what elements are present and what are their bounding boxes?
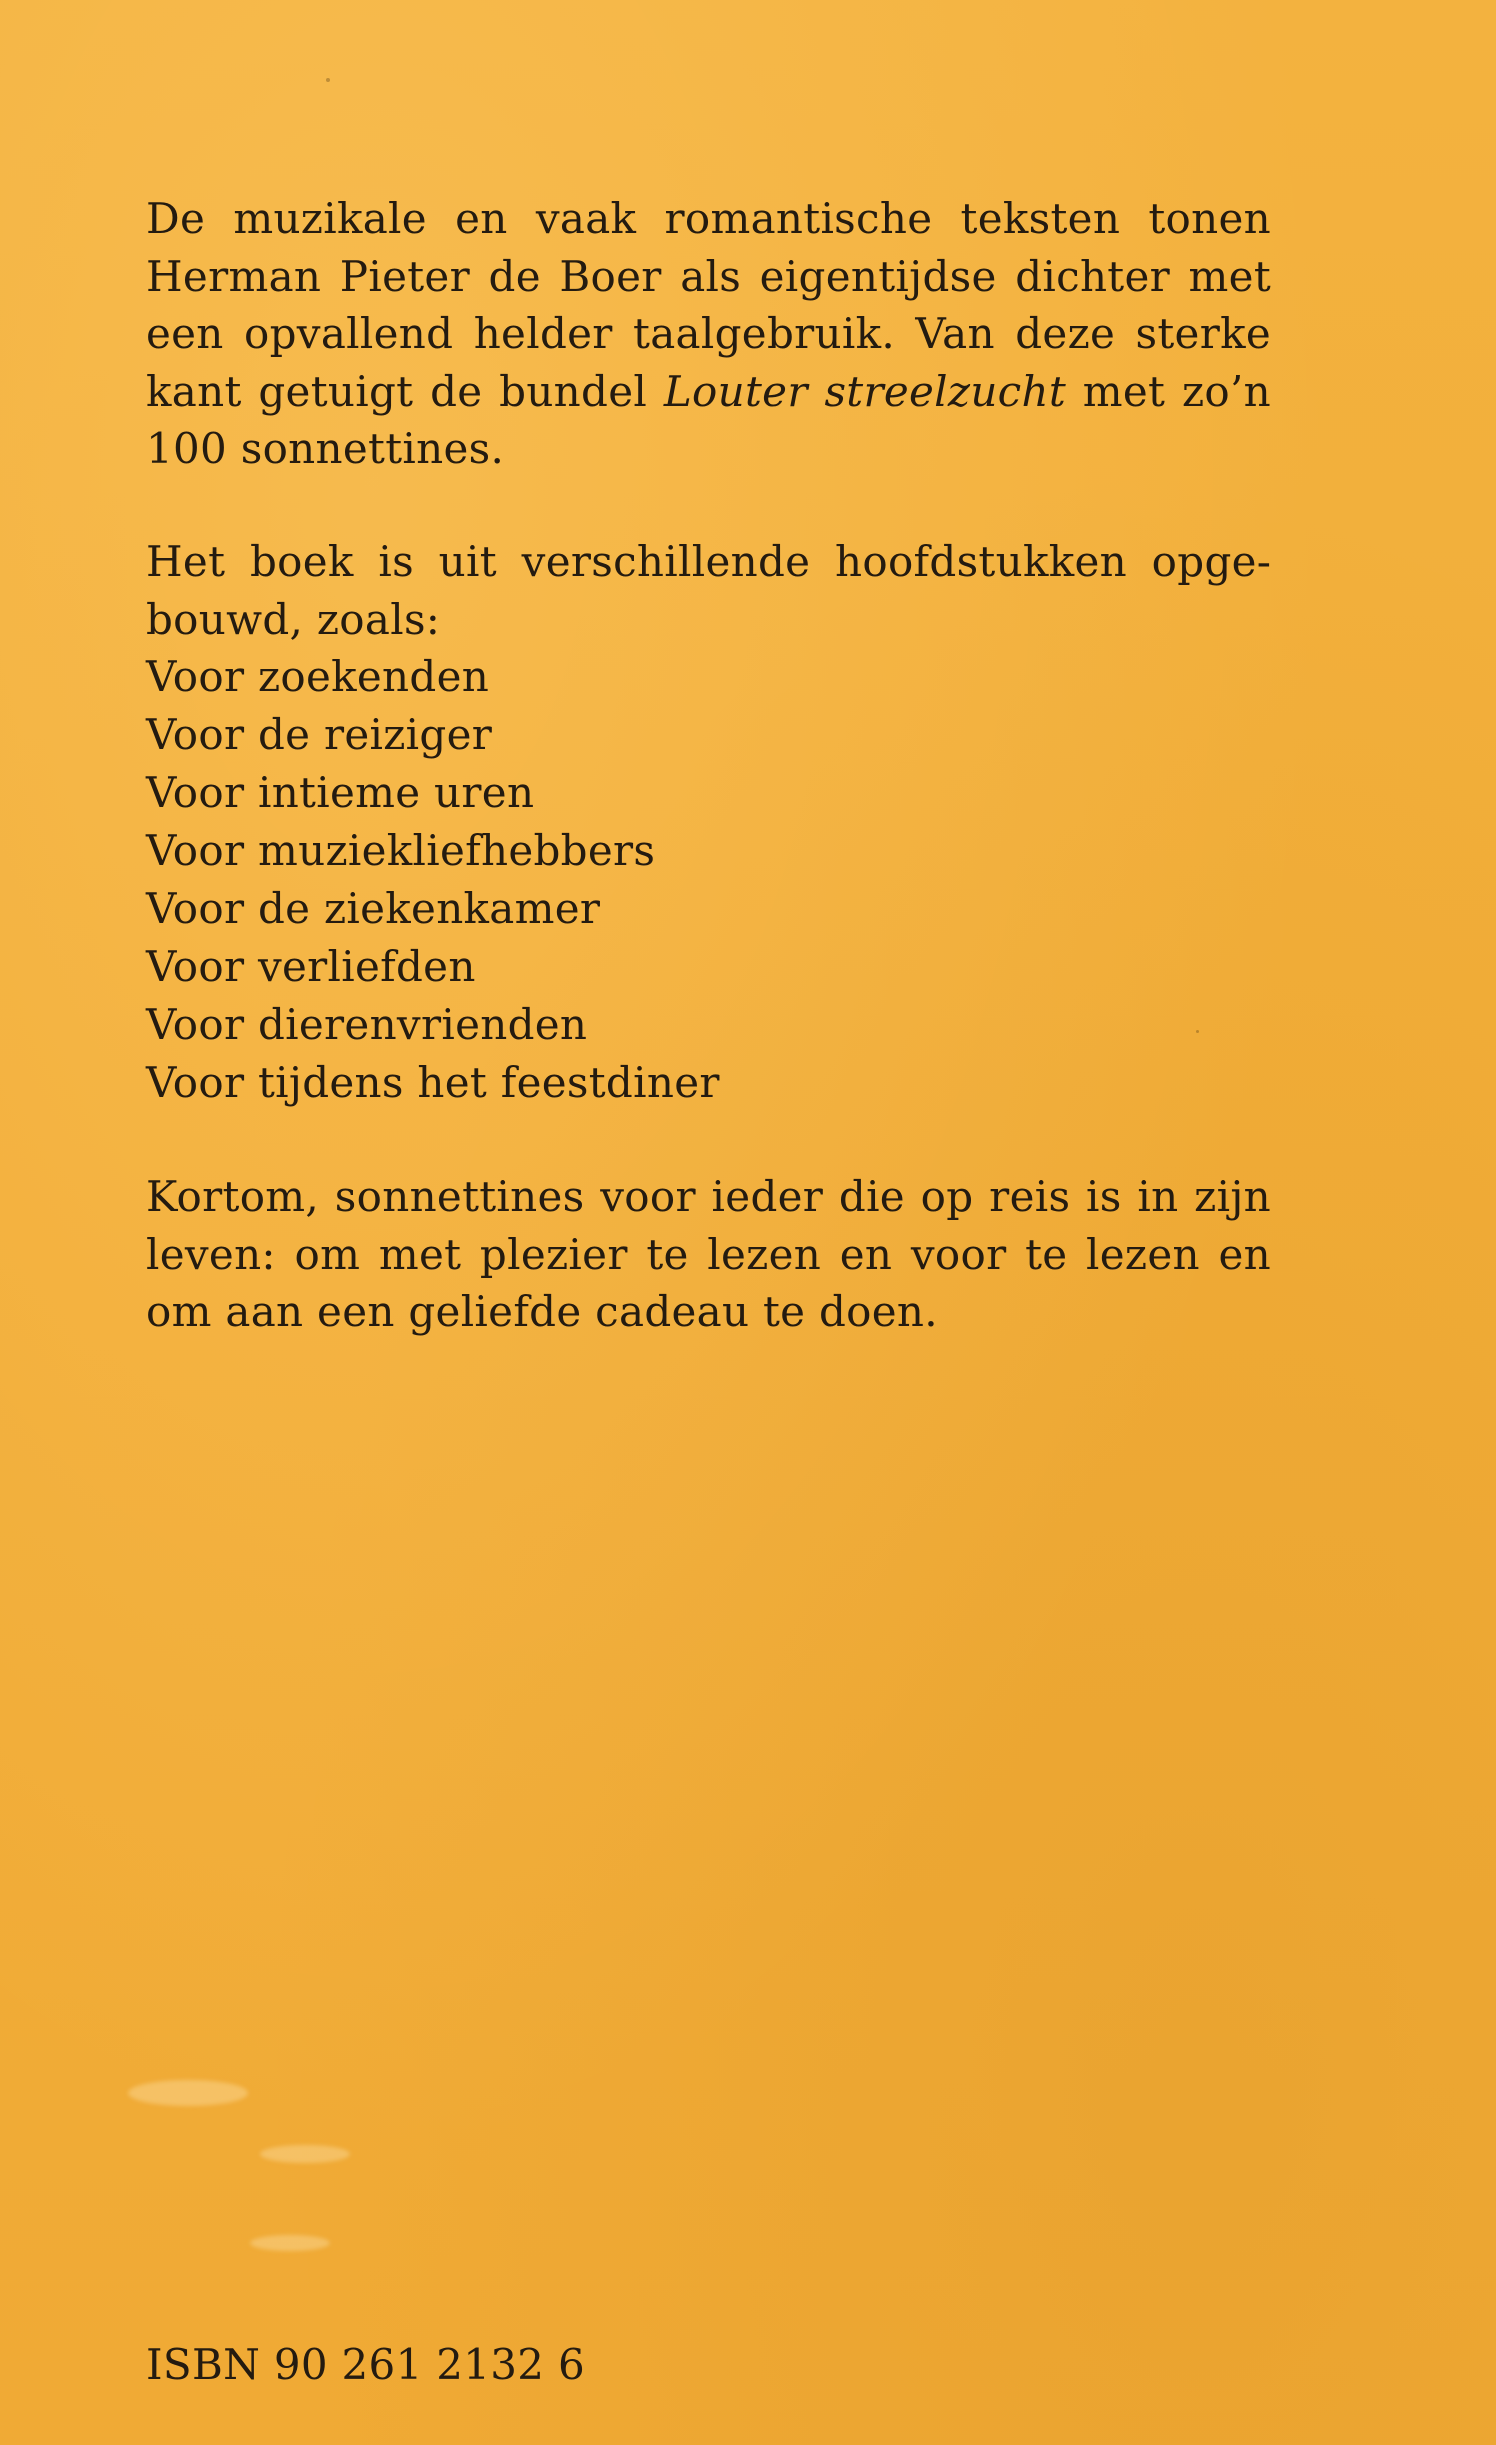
paper-smudge [250,2235,330,2251]
paper-speck [326,78,330,82]
chapters-section [146,533,1271,1112]
chapter-item: Voor de reiziger [146,710,493,759]
chapters-intro: Het boek is uit verschillende hoofdstukken opgebouwd, zoals: [146,537,1271,644]
conclusion-paragraph: Kortom, sonnettines voor ieder die op reis is in zijn leven: om met plezier te lezen en voor te lezen en om aan een geliefde cadeau te doen. [146,1172,1271,1336]
chapter-item: Voor de ziekenkamer [146,884,601,933]
chapter-list [146,648,1271,1112]
isbn-number: ISBN 90 261 2132 6 [146,2340,585,2389]
book-title: Louter streelzucht [663,366,1067,416]
intro-text-part2: met zo’n 100 sonnettines. [146,366,1271,473]
intro-text-part1: De muzikale en vaak romantische teksten tonen Herman Pieter de Boer als eigentijdse dichter met een opvallend helder taalgebruik. Van deze sterke kant getuigt de bundel [146,194,1271,416]
chapter-item: Voor muziekliefhebbers [146,826,656,875]
paper-smudge [128,2080,248,2106]
intro-paragraph [146,190,1271,478]
paper-smudge [260,2145,350,2163]
chapter-item: Voor tijdens het feestdiner [146,1058,720,1107]
chapter-item: Voor dierenvrienden [146,1000,588,1049]
chapter-item: Voor zoekenden [146,652,490,701]
chapter-item: Voor intieme uren [146,768,535,817]
chapter-item: Voor verliefden [146,942,476,991]
